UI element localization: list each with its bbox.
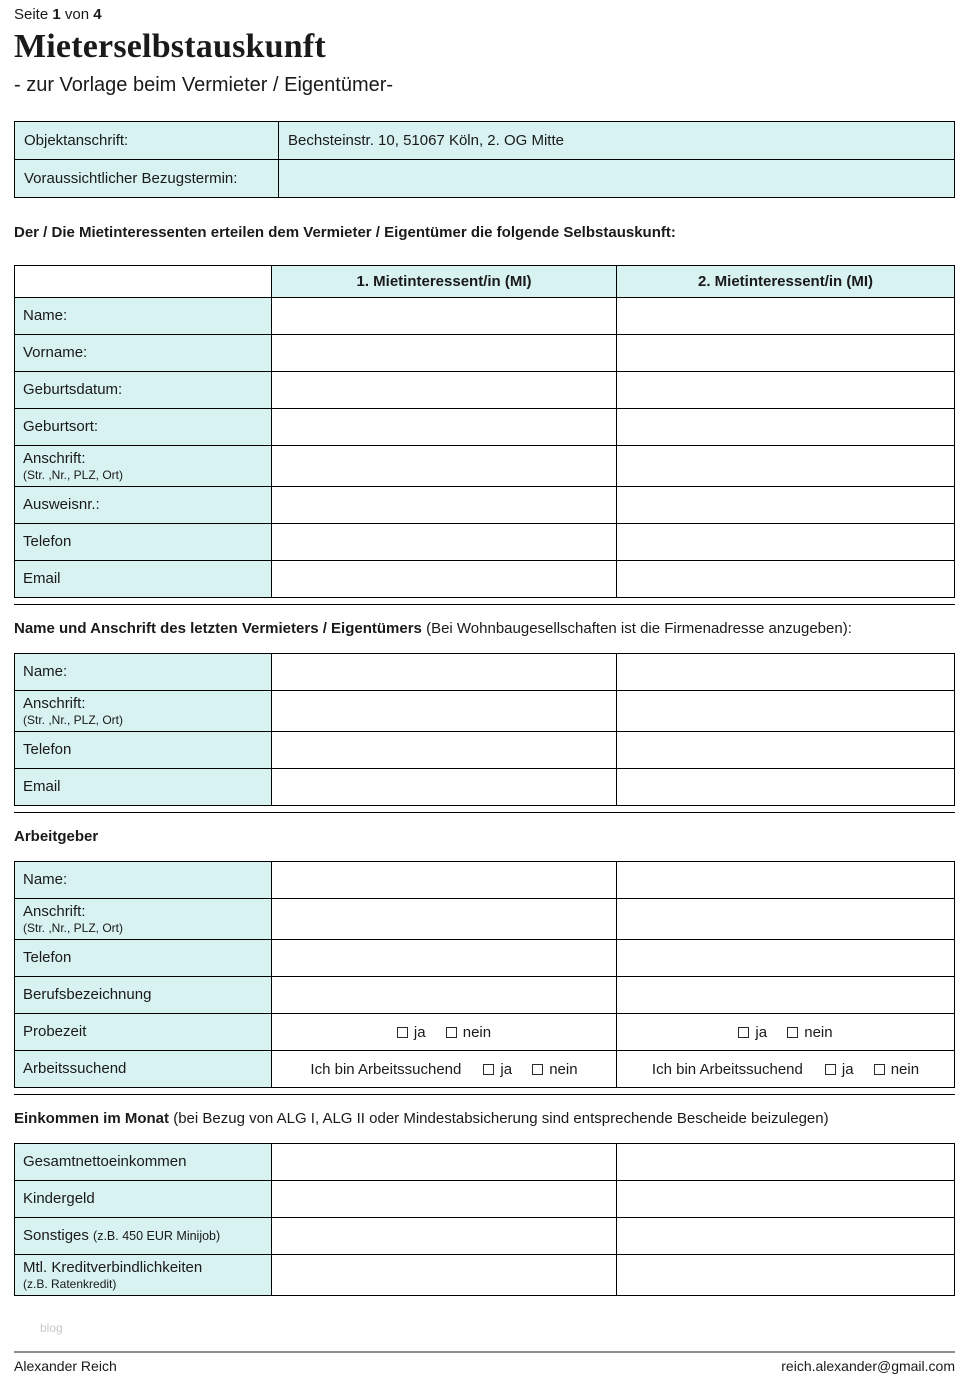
probezeit-label-cell [15,1014,272,1051]
row-label: Kindergeld [23,1190,95,1207]
row-label-cell [15,1255,272,1296]
row-label: Telefon [23,741,72,758]
row-label: Gesamtnettoeinkommen [23,1153,187,1170]
row-label-cell [15,1218,272,1255]
move-in-date-row [15,160,955,198]
input-cell-mi2[interactable] [617,446,955,487]
income-heading-rest: (bei Bezug von ALG I, ALG II oder Mindestabsicherung sind entsprechende Bescheide beizulegen) [169,1110,829,1127]
object-address-label: Objektanschrift: [15,122,279,160]
form-row [15,298,955,335]
arbeitssuchend-mi2-nein-checkbox[interactable] [874,1064,885,1075]
input-cell-mi1[interactable] [272,1144,617,1181]
arbeitssuchend-statement: Ich bin Arbeitssuchend [310,1060,462,1078]
row-label-cell [15,409,272,446]
form-row [15,899,955,940]
input-cell-mi2[interactable] [617,298,955,335]
object-address-row [15,122,955,160]
row-label: Probezeit [23,1023,87,1040]
input-cell-mi2[interactable] [617,1255,955,1296]
input-cell-mi2[interactable] [617,335,955,372]
probezeit-mi1-cell [272,1014,617,1051]
input-cell-mi2[interactable] [617,487,955,524]
input-cell-mi2[interactable] [617,977,955,1014]
checkbox-group-ja [825,1061,854,1078]
input-cell-mi2[interactable] [617,1181,955,1218]
income-heading-bold: Einkommen im Monat [14,1110,170,1127]
page-number: 1 [52,6,61,23]
row-label-cell [15,862,272,899]
form-row [15,862,955,899]
probezeit-mi1-nein-checkbox[interactable] [446,1027,457,1038]
form-row [15,977,955,1014]
employer-heading-bold: Arbeitgeber [14,828,99,845]
input-cell-mi1[interactable] [272,732,617,769]
row-label-cell [15,298,272,335]
input-cell-mi1[interactable] [272,446,617,487]
input-cell-mi1[interactable] [272,409,617,446]
row-label: Name: [23,871,68,888]
form-row [15,561,955,598]
checkbox-ja-label: ja [841,1060,854,1078]
row-label: Mtl. Kreditverbindlichkeiten [23,1259,203,1276]
form-row [15,1144,955,1181]
checkbox-group-ja [483,1061,512,1078]
row-label: Ausweisnr.: [23,496,100,513]
input-cell-mi2[interactable] [617,524,955,561]
arbeitssuchend-statement: Ich bin Arbeitssuchend [651,1060,803,1078]
input-cell-mi1[interactable] [272,372,617,409]
row-sublabel: (z.B. Ratenkredit) [23,1277,117,1291]
arbeitssuchend-mi1-cell [272,1051,617,1088]
page-subtitle: - zur Vorlage beim Vermieter / Eigentümer- [14,74,394,96]
form-row [15,940,955,977]
landlord-section-heading [14,604,955,653]
arbeitssuchend-row [15,1051,955,1088]
row-label: Name: [23,663,68,680]
row-label: Anschrift: [23,695,86,712]
input-cell-mi1[interactable] [272,561,617,598]
mi1-column-header: 1. Mietinteressent/in (MI) [272,266,617,298]
checkbox-group-ja [397,1024,426,1041]
employer-section-heading [14,812,955,861]
footer-email: reich.alexander@gmail.com [781,1358,955,1374]
corner-cell [15,266,272,298]
checkbox-group-nein [787,1024,832,1041]
probezeit-mi2-nein-checkbox[interactable] [787,1027,798,1038]
input-cell-mi1[interactable] [272,487,617,524]
page-word: Seite [14,6,49,23]
row-sublabel: (Str. ,Nr., PLZ, Ort) [23,713,124,727]
arbeitssuchend-mi1-nein-checkbox[interactable] [532,1064,543,1075]
form-row [15,1255,955,1296]
form-row [15,1218,955,1255]
input-cell-mi2[interactable] [617,769,955,806]
input-cell-mi1[interactable] [272,1218,617,1255]
row-label: Geburtsdatum: [23,381,123,398]
of-word: von [64,6,90,23]
probezeit-row [15,1014,955,1051]
input-cell-mi1[interactable] [272,769,617,806]
row-label: Name: [23,307,68,324]
input-cell-mi2[interactable] [617,691,955,732]
arbeitssuchend-mi2-cell [617,1051,955,1088]
input-cell-mi2[interactable] [617,1144,955,1181]
row-label-cell [15,654,272,691]
row-sublabel: (Str. ,Nr., PLZ, Ort) [23,921,124,935]
form-row [15,654,955,691]
row-label: Email [23,570,61,587]
input-cell-mi2[interactable] [617,654,955,691]
row-sublabel: (z.B. 450 EUR Minijob) [93,1229,221,1243]
arbeitssuchend-label-cell [15,1051,272,1088]
row-label: Anschrift: [23,450,86,467]
landlord-table [14,653,955,806]
object-address-value: Bechsteinstr. 10, 51067 Köln, 2. OG Mitte [279,122,955,160]
move-in-date-label: Voraussichtlicher Bezugstermin: [15,160,279,198]
row-label-cell [15,899,272,940]
input-cell-mi1[interactable] [272,654,617,691]
row-label-cell [15,561,272,598]
row-label-cell [15,446,272,487]
income-table [14,1143,955,1296]
input-cell-mi1[interactable] [272,1255,617,1296]
input-cell-mi2[interactable] [617,732,955,769]
footer-author: Alexander Reich [14,1358,117,1374]
probezeit-mi2-ja-checkbox[interactable] [738,1027,749,1038]
row-label-cell [15,691,272,732]
checkbox-nein-label: nein [804,1023,833,1041]
input-cell-mi1[interactable] [272,1181,617,1218]
input-cell-mi2[interactable] [617,372,955,409]
object-info-table [14,121,955,198]
form-row [15,335,955,372]
employer-table [14,861,955,1088]
row-label-cell [15,732,272,769]
checkbox-group-ja [738,1024,767,1041]
input-cell-mi1[interactable] [272,977,617,1014]
form-row [15,372,955,409]
row-label-cell [15,372,272,409]
row-label: Vorname: [23,344,88,361]
row-label-cell [15,769,272,806]
checkbox-nein-label: nein [890,1060,920,1078]
row-label-cell [15,1181,272,1218]
form-row [15,1181,955,1218]
row-label-cell [15,977,272,1014]
landlord-heading-rest: (Bei Wohnbaugesellschaften ist die Firmenadresse anzugeben): [421,620,852,637]
row-label-cell [15,335,272,372]
checkbox-nein-label: nein [549,1060,578,1078]
row-label-cell [15,487,272,524]
form-row [15,691,955,732]
row-label: Telefon [23,533,72,550]
watermark-text: blog [40,1321,63,1335]
row-label-cell [15,524,272,561]
income-section-heading [14,1094,955,1143]
row-label: Berufsbezeichnung [23,986,152,1003]
input-cell-mi2[interactable] [617,899,955,940]
row-sublabel: (Str. ,Nr., PLZ, Ort) [23,468,124,482]
mi2-column-header: 2. Mietinteressent/in (MI) [617,266,955,298]
checkbox-ja-label: ja [413,1023,426,1041]
checkbox-group-nein [446,1024,491,1041]
input-cell-mi2[interactable] [617,940,955,977]
row-label: Email [23,778,61,795]
checkbox-nein-label: nein [462,1023,492,1041]
checkbox-group-nein [532,1061,577,1078]
input-cell-mi1[interactable] [272,862,617,899]
input-cell-mi1[interactable] [272,899,617,940]
applicants-table [14,265,955,598]
row-label: Sonstiges [23,1227,89,1244]
form-row [15,487,955,524]
form-row [15,769,955,806]
input-cell-mi2[interactable] [617,409,955,446]
input-cell-mi1[interactable] [272,691,617,732]
page-number-line [14,6,955,23]
probezeit-mi2-cell [617,1014,955,1051]
row-label: Arbeitssuchend [23,1060,127,1077]
probezeit-mi1-ja-checkbox[interactable] [397,1027,408,1038]
page-title: Mieterselbstauskunft [14,28,326,65]
row-label-cell [15,940,272,977]
input-cell-mi2[interactable] [617,561,955,598]
checkbox-ja-label: ja [755,1023,768,1041]
page-footer [14,1351,955,1374]
intro-statement: Der / Die Mietinteressenten erteilen dem Vermieter / Eigentümer die folgende Selbstauskunft: [14,224,676,241]
input-cell-mi2[interactable] [617,1218,955,1255]
input-cell-mi1[interactable] [272,298,617,335]
form-row [15,732,955,769]
row-label: Telefon [23,949,72,966]
arbeitssuchend-mi2-ja-checkbox[interactable] [825,1064,836,1075]
checkbox-ja-label: ja [500,1060,513,1078]
input-cell-mi2[interactable] [617,862,955,899]
move-in-date-field[interactable] [279,160,955,198]
row-label: Geburtsort: [23,418,99,435]
arbeitssuchend-mi1-ja-checkbox[interactable] [483,1064,494,1075]
input-cell-mi1[interactable] [272,335,617,372]
form-row [15,446,955,487]
input-cell-mi1[interactable] [272,940,617,977]
page-total: 4 [93,6,102,23]
applicants-header-row [15,266,955,298]
form-row [15,409,955,446]
checkbox-group-nein [874,1061,919,1078]
row-label: Anschrift: [23,903,86,920]
form-row [15,524,955,561]
input-cell-mi1[interactable] [272,524,617,561]
landlord-heading-bold: Name und Anschrift des letzten Vermieters / Eigentümers [14,620,422,637]
row-label-cell [15,1144,272,1181]
